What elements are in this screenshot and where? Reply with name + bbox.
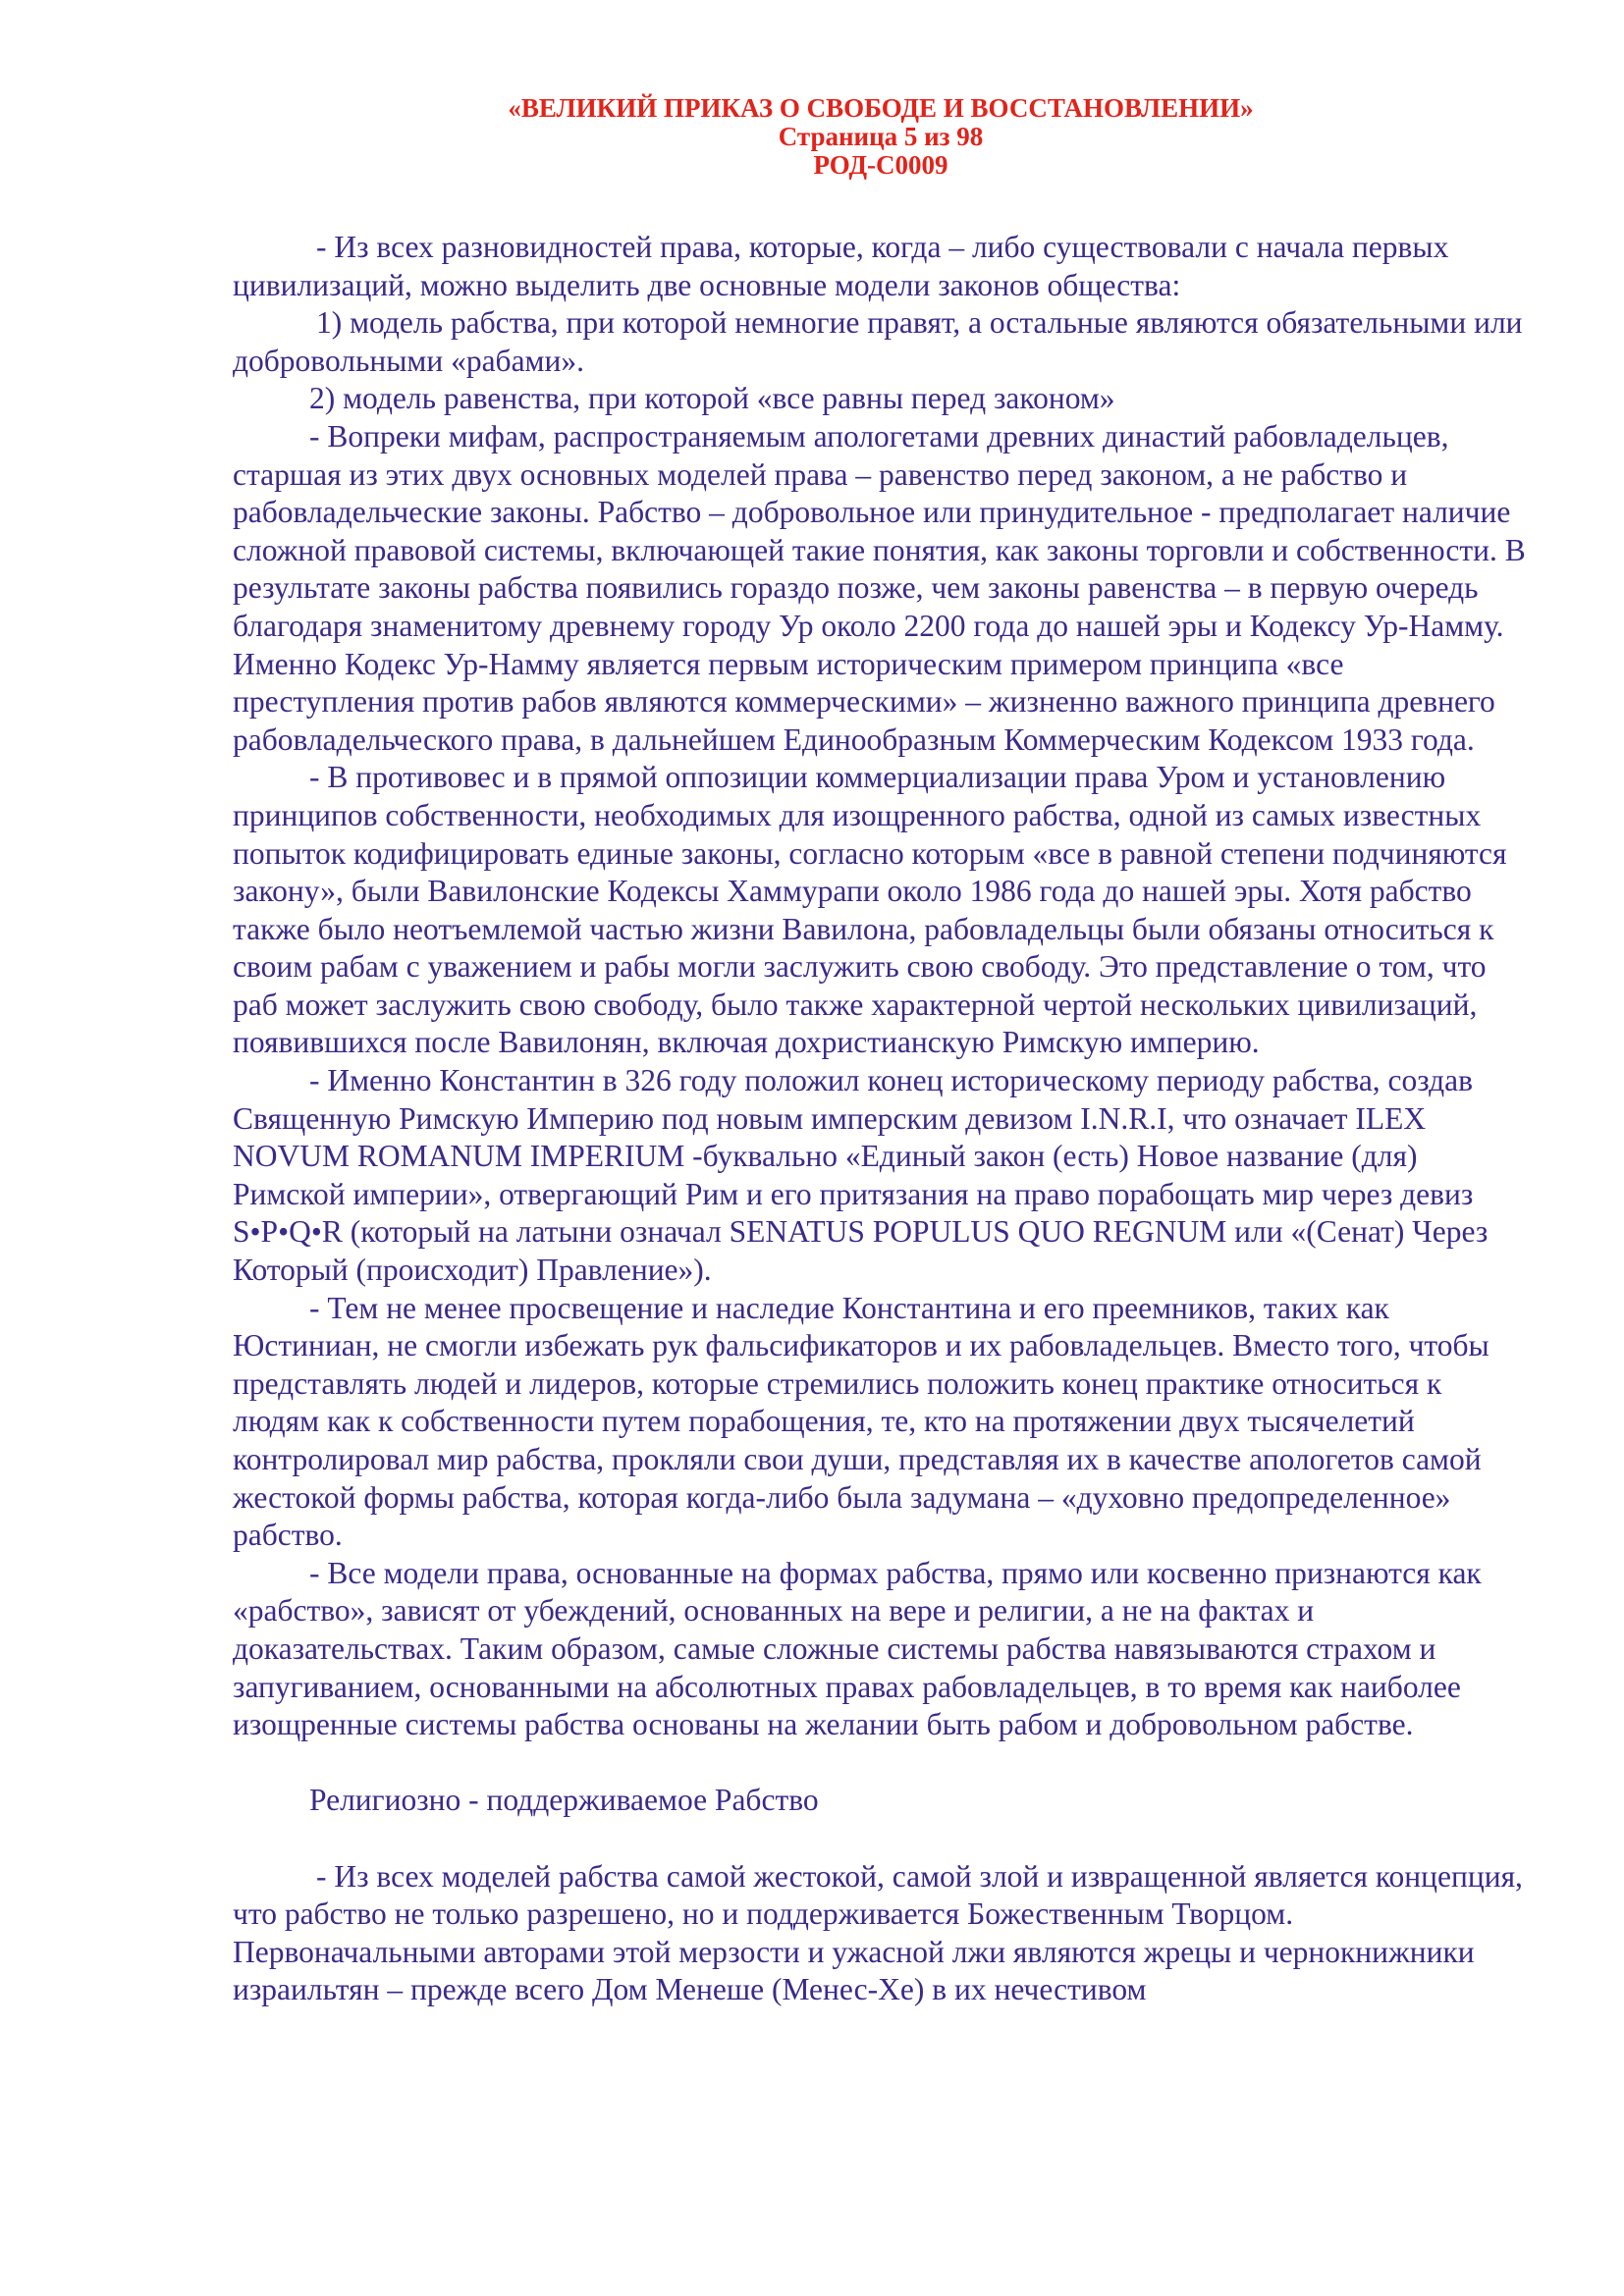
paragraph: - Из всех разновидностей права, которые, когда – либо существовали с начала первых цивилизаций, можно выделить две основные модели законов общества: bbox=[233, 230, 1449, 302]
paragraph: - В противовес и в прямой оппозиции коммерциализации права Уром и установлению принципов собственности, необходимых для изощренного рабства, одной из самых известных попыток кодифицировать единые законы, согласно которым «все в равной степени подчиняются закону», были Вавилонские Кодексы Хаммурапи около 1986 года до нашей эры. Хотя рабство также было неотъемлемой частью жизни Вавилона, рабовладельцы были обязаны относиться к своим рабам с уважением и рабы могли заслужить свою свободу. Это представление о том, что раб может заслужить свою свободу, было также характерной чертой нескольких цивилизаций, появившихся после Вавилонян, включая дохристианскую Римскую империю. bbox=[233, 760, 1507, 1060]
paragraph: - Из всех моделей рабства самой жестокой, самой злой и извращенной является концепция, что рабство не только разрешено, но и поддерживается Божественным Творцом. Первоначальными авторами этой мерзости и ужасной лжи являются жрецы и чернокнижники израильтян – прежде всего Дом Менеше (Менес-Хе) в их нечестивом bbox=[233, 1858, 1523, 2007]
page-number: Страница 5 из 98 bbox=[778, 122, 984, 151]
page-header bbox=[0, 94, 1624, 180]
paragraph: 1) модель рабства, при которой немногие правят, а остальные являются обязательными или добровольными «рабами». bbox=[233, 305, 1523, 378]
paragraph: - Вопреки мифам, распространяемым апологетами древних династий рабовладельцев, старшая из этих двух основных моделей права – равенство перед законом, а не рабство и рабовладельческие законы. Рабство – добровольное или принудительное - предполагает наличие сложной правовой системы, включающей такие понятия, как законы торговли и собственности. В результате законы рабства появились гораздо позже, чем законы равенства – в первую очередь благодаря знаменитому древнему городу Ур около 2200 года до нашей эры и Кодексу Ур-Намму. Именно Кодекс Ур-Намму является первым историческим примером принципа «все преступления против рабов являются коммерческими» – жизненно важного принципа древнего рабовладельческого права, в дальнейшем Единообразным Коммерческим Кодексом 1933 года. bbox=[233, 418, 1526, 757]
paragraph: - Все модели права, основанные на формах рабства, прямо или косвенно признаются как «рабство», зависят от убеждений, основанных на вере и религии, а не на фактах и доказательствах. Таким образом, самые сложные системы рабства навязываются страхом и запугиванием, основанными на абсолютных правах рабовладельцев, в то время как наиболее изощренные системы рабства основаны на желании быть рабом и добровольном рабстве. bbox=[233, 1555, 1482, 1742]
document-code: РОД-С0009 bbox=[813, 150, 948, 180]
paragraph: - Тем не менее просвещение и наследие Константина и его преемников, таких как Юстиниан, не смогли избежать рук фальсификаторов и их рабовладельцев. Вместо того, чтобы представлять людей и лидеров, которые стремились положить конец практике относиться к людям как к собственности путем порабощения, те, кто на протяжении двух тысячелетий контролировал мир рабства, прокляли свои души, представляя их в качестве апологетов самой жестокой формы рабства, которая когда-либо была задумана – «духовно предопределенное» рабство. bbox=[233, 1290, 1489, 1553]
section-heading: Религиозно - поддерживаемое Рабство bbox=[309, 1783, 819, 1818]
document-title: «ВЕЛИКИЙ ПРИКАЗ О СВОБОДЕ И ВОССТАНОВЛЕНИИ» bbox=[508, 93, 1254, 123]
paragraph: - Именно Константин в 326 году положил конец историческому периоду рабства, создав Священную Римскую Империю под новым имперским девизом I.N.R.I, что означает ILEX NOVUM ROMANUM IMPERIUM -буквально «Единый закон (есть) Новое название (для) Римской империи», отвергающий Рим и его притязания на право порабощать мир через девиз S•P•Q•R (который на латыни означал SENATUS POPULUS QUO REGNUM или «(Сенат) Через Который (происходит) Правление»). bbox=[233, 1063, 1489, 1288]
paragraph: 2) модель равенства, при которой «все равны перед законом» bbox=[309, 381, 1115, 416]
document-body bbox=[233, 229, 1529, 2009]
